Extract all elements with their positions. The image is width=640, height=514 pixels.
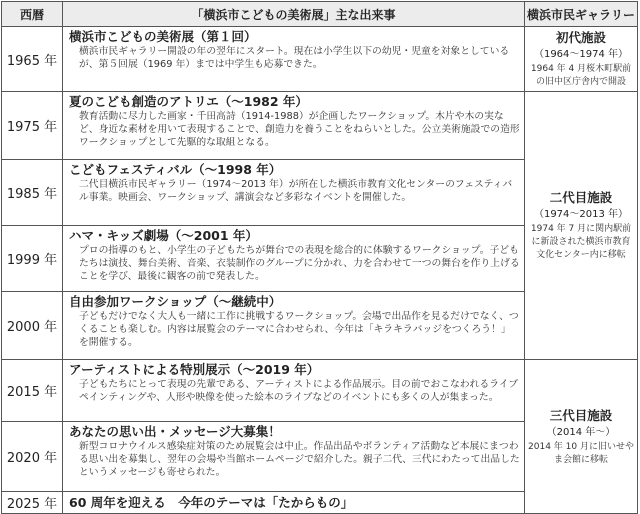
table-row <box>2 92 638 160</box>
event-text: 教育活動に尽力した画家・千田高詩（1914-1988）が企画したワークショップ。木片や木の実など、身近な素材を用いて表現することで、創造力を養うことをねらいとした。公立美術施設での造形ワークショップとして先駆的な取組となる。 <box>79 111 520 148</box>
event-title: ハマ・キッズ劇場（〜2001 年） <box>69 228 258 243</box>
event-title: 60 周年を迎える 今年のテーマは「たからもの」 <box>69 494 354 510</box>
event-cell <box>63 92 525 160</box>
history-table <box>1 1 638 514</box>
gallery-period: （1974〜2013 年） <box>533 209 629 220</box>
gallery-period: （1964〜1974 年） <box>533 49 629 60</box>
event-text: 新型コロナウイルス感染症対策のため展覧会は中止。作品出品やボランティア活動など本展にまつわる思い出を募集し、翌年の会場や当館ホームページで紹介した。親子二代、三代にわたって出品したというメッセージも寄せられた。 <box>79 441 520 478</box>
gallery-cell-second <box>525 92 638 360</box>
event-cell <box>63 492 525 514</box>
event-title: 自由参加ワークショップ（〜継続中） <box>69 294 282 309</box>
gallery-name: 三代目施設 <box>549 407 613 423</box>
year-cell: 2015 年 <box>2 360 63 422</box>
event-text: 横浜市民ギャラリー開設の年の翌年にスタート。現在は小学生以下の幼児・児童を対象としているが、第５回展（1969 年）までは中学生も応募できた。 <box>79 46 510 70</box>
header-row <box>2 2 638 27</box>
year-cell: 2025 年 <box>2 492 63 514</box>
event-title: あなたの思い出・メッセージ大募集！ <box>69 424 281 439</box>
event-title: 夏のこども創造のアトリエ（〜1982 年） <box>69 94 308 109</box>
event-text: 二代目横浜市民ギャラリー（1974〜2013 年）が所在した横浜市教育文化センターのフェスティバル事業。映画会、ワークショップ、講演会など多彩なイベントを開催した。 <box>79 179 513 203</box>
event-cell <box>63 360 525 422</box>
event-title: アーティストによる特別展示（〜2019 年） <box>69 362 320 377</box>
event-title: 横浜市こどもの美術展（第１回） <box>69 29 257 44</box>
year-cell: 1999 年 <box>2 226 63 292</box>
event-cell <box>63 160 525 226</box>
event-cell <box>63 27 525 92</box>
gallery-name: 初代施設 <box>555 30 606 45</box>
event-text: プロの指導のもと、小学生の子どもたちが舞台での表現を総合的に体験するワークショップ。子どもたちは演技、舞台美術、音楽、衣装制作のグループに分かれ、力を合わせて一つの舞台を作り上げることを学び、最後に観客の前で発表した。 <box>79 245 520 282</box>
event-title: こどもフェスティバル（〜1998 年） <box>69 162 282 177</box>
table-row <box>2 360 638 422</box>
history-table-wrapper <box>1 1 638 512</box>
gallery-name: 二代目施設 <box>549 190 613 205</box>
table-row <box>2 27 638 92</box>
header-gallery: 横浜市民ギャラリー <box>525 2 638 27</box>
year-cell: 2020 年 <box>2 422 63 492</box>
year-cell: 1975 年 <box>2 92 63 160</box>
gallery-cell-first <box>525 27 638 92</box>
gallery-note: 1974 年 7 月に関内駅前に新設された横浜市教育文化センター内に移転 <box>530 224 632 260</box>
gallery-note: 1964 年 4 月桜木町駅前の旧中区庁舎内で開設 <box>530 64 632 87</box>
year-cell: 1985 年 <box>2 160 63 226</box>
header-year: 西暦 <box>2 2 63 27</box>
event-cell <box>63 422 525 492</box>
header-event: 「横浜市こどもの美術展」主な出来事 <box>63 2 525 27</box>
year-cell: 1965 年 <box>2 27 63 92</box>
event-text: 子どもたちにとって表現の先輩である、アーティストによる作品展示。目の前でおこなわれるライブペインティングや、人形や映像を使った絵本のライブなどのイベントにも多くの人が集まった。 <box>79 379 518 403</box>
gallery-cell-third <box>525 360 638 514</box>
gallery-note: 2014 年 10 月に旧いせやま会館に移転 <box>528 441 634 465</box>
year-cell: 2000 年 <box>2 292 63 360</box>
event-cell <box>63 226 525 292</box>
event-text: 子どもだけでなく大人も一緒に工作に挑戦するワークショップ。会場で出品作を見るだけでなく、つくることも楽しむ。内容は展覧会のテーマに合わせられ、今年は「キラキラバッジをつくろう！」を開催する。 <box>79 311 519 348</box>
gallery-period: （2014 年〜） <box>546 426 616 438</box>
event-cell <box>63 292 525 360</box>
